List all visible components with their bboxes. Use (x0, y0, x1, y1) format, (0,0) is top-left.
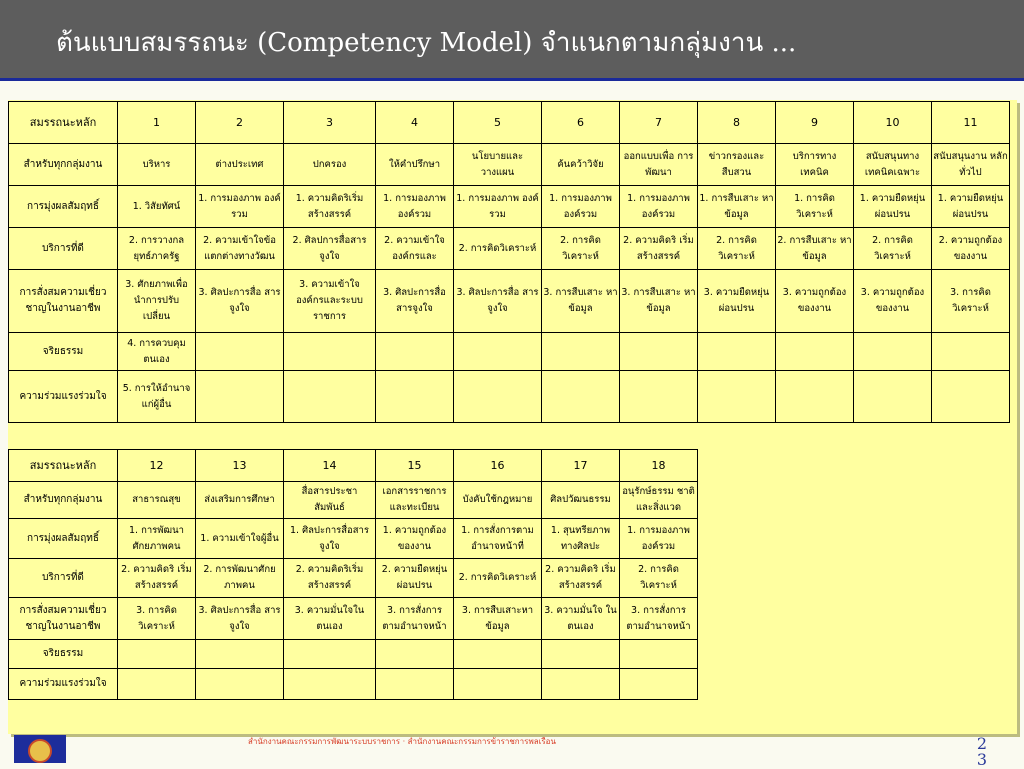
table-cell: 4. การควบคุม ตนเอง (118, 333, 196, 371)
table-row (9, 371, 1010, 423)
table-cell: 3. การสืบเสาะ หาข้อมูล (542, 270, 620, 333)
table-cell (620, 371, 698, 423)
column-header-group: 10 (854, 102, 932, 144)
table-cell: 3. การสืบเสาะหา ข้อมูล (454, 598, 542, 640)
row-header: การมุ่งผลสัมฤทธิ์ (9, 186, 118, 228)
table-cell (376, 640, 454, 669)
table-cell: 1. ความยืดหยุ่น ผ่อนปรน (932, 186, 1010, 228)
table-cell: 1. ความยืดหยุ่น ผ่อนปรน (854, 186, 932, 228)
column-header-group: 14 (284, 450, 376, 482)
table-cell: 3. ความยืดหยุ่น ผ่อนปรน (698, 270, 776, 333)
header-row (9, 450, 698, 482)
table-cell: 2. ความถูกต้อง ของงาน (932, 228, 1010, 270)
table-cell: ศิลปวัฒนธรรม (542, 482, 620, 519)
table-cell: 1. สุนทรียภาพ ทางศิลปะ (542, 519, 620, 559)
table-cell: 1. การสั่งการตาม อำนาจหน้าที่ (454, 519, 542, 559)
competency-table-1 (8, 101, 1010, 423)
table-cell (376, 669, 454, 700)
column-header-group: 17 (542, 450, 620, 482)
table-cell (196, 371, 284, 423)
table-row (9, 228, 1010, 270)
table-cell: สนับสนุนทาง เทคนิคเฉพาะ (854, 144, 932, 186)
table-cell: อนุรักษ์ธรรม ชาติและสิ่งแวด (620, 482, 698, 519)
table-row (9, 482, 698, 519)
column-header-core-competency: สมรรถนะหลัก (9, 102, 118, 144)
row-header: การสั่งสมความเชี่ยว ชาญในงานอาชีพ (9, 270, 118, 333)
table-row (9, 270, 1010, 333)
table-cell: 2. การวางกล ยุทธ์ภาครัฐ (118, 228, 196, 270)
table-cell: 1. การมองภาพ องค์รวม (620, 186, 698, 228)
table-cell: 2. การคิดวิเคราะห์ (454, 559, 542, 598)
table-cell: ส่งเสริมการศึกษา (196, 482, 284, 519)
table-cell: 3. ศักยภาพเพื่อ นำการปรับ เปลี่ยน (118, 270, 196, 333)
row-header: สำหรับทุกกลุ่มงาน (9, 482, 118, 519)
table-cell: ปกครอง (284, 144, 376, 186)
row-header: ความร่วมแรงร่วมใจ (9, 371, 118, 423)
table-cell: 1. การมองภาพ องค์รวม (376, 186, 454, 228)
table-cell: 3. ความมั่นใจ ในตนเอง (542, 598, 620, 640)
column-header-group: 16 (454, 450, 542, 482)
column-header-group: 6 (542, 102, 620, 144)
row-header: จริยธรรม (9, 640, 118, 669)
table-cell: 2. ความเข้าใจข้อ แตกต่างทางวัฒน (196, 228, 284, 270)
table-cell (776, 333, 854, 371)
table-cell: 3. การคิด วิเคราะห์ (118, 598, 196, 640)
table-cell (776, 371, 854, 423)
table-cell: 3. การสั่งการ ตามอำนาจหน้า (376, 598, 454, 640)
title-bar (0, 0, 1024, 81)
table-cell (454, 640, 542, 669)
table-cell (118, 640, 196, 669)
table-cell: 3. การสืบเสาะ หาข้อมูล (620, 270, 698, 333)
table-cell: ต่างประเทศ (196, 144, 284, 186)
table-cell (932, 371, 1010, 423)
table-cell (118, 669, 196, 700)
table-cell (620, 333, 698, 371)
table-cell: 1. การสืบเสาะ หาข้อมูล (698, 186, 776, 228)
table-cell (196, 640, 284, 669)
table-cell: 1. ความเข้าใจผู้อื่น (196, 519, 284, 559)
table-cell (542, 640, 620, 669)
table-cell (376, 371, 454, 423)
table-cell: 1. การมองภาพ องค์รวม (620, 519, 698, 559)
table-cell (196, 333, 284, 371)
table-cell: 3. ความถูกต้อง ของงาน (776, 270, 854, 333)
table-cell (620, 640, 698, 669)
column-header-group: 18 (620, 450, 698, 482)
table-cell: 2. ศิลปการสื่อสาร จูงใจ (284, 228, 376, 270)
table-cell (932, 333, 1010, 371)
table-cell (698, 371, 776, 423)
column-header-group: 1 (118, 102, 196, 144)
table-cell: 2. การคิด วิเคราะห์ (620, 559, 698, 598)
column-header-group: 13 (196, 450, 284, 482)
table-cell: สาธารณสุข (118, 482, 196, 519)
table-cell (698, 333, 776, 371)
table-cell (542, 333, 620, 371)
table-cell: ออกแบบเพื่อ การพัฒนา (620, 144, 698, 186)
table-cell (284, 371, 376, 423)
table-cell: ให้คำปรึกษา (376, 144, 454, 186)
table-cell: 2. ความคิดริ เริ่มสร้างสรรค์ (542, 559, 620, 598)
table-cell: 3. ศิลปะการสื่อ สารจูงใจ (376, 270, 454, 333)
column-header-group: 7 (620, 102, 698, 144)
table-cell: ข่าวกรองและ สืบสวน (698, 144, 776, 186)
column-header-group: 3 (284, 102, 376, 144)
seal-icon (28, 739, 52, 763)
table-cell: บริหาร (118, 144, 196, 186)
table-cell: 2. ความคิดริเริ่ม สร้างสรรค์ (284, 559, 376, 598)
table-cell: สื่อสารประชา สัมพันธ์ (284, 482, 376, 519)
table-cell (284, 669, 376, 700)
table-cell (454, 371, 542, 423)
page-number: 2 3 (976, 734, 988, 769)
table-cell: สนับสนุนงาน หลักทั่วไป (932, 144, 1010, 186)
table-row (9, 186, 1010, 228)
table-cell: 2. การคิด วิเคราะห์ (698, 228, 776, 270)
table-cell: 3. ความถูกต้อง ของงาน (854, 270, 932, 333)
column-header-group: 2 (196, 102, 284, 144)
column-header-group: 9 (776, 102, 854, 144)
row-header: สำหรับทุกกลุ่มงาน (9, 144, 118, 186)
table-cell: 2. การคิดวิเคราะห์ (454, 228, 542, 270)
table-cell: 2. การพัฒนาศักย ภาพคน (196, 559, 284, 598)
table-cell (284, 333, 376, 371)
table-cell: 2. การสืบเสาะ หาข้อมูล (776, 228, 854, 270)
table-cell: บังคับใช้กฎหมาย (454, 482, 542, 519)
row-header: ความร่วมแรงร่วมใจ (9, 669, 118, 700)
table-cell: 1. การพัฒนา ศักยภาพคน (118, 519, 196, 559)
table-cell (284, 640, 376, 669)
table-cell (454, 669, 542, 700)
table-cell: 2. ความยืดหยุ่น ผ่อนปรน (376, 559, 454, 598)
table-cell: 3. ศิลปะการสื่อ สารจูงใจ (196, 598, 284, 640)
table-cell (854, 371, 932, 423)
table-cell (454, 333, 542, 371)
table-cell: 3. การสั่งการ ตามอำนาจหน้า (620, 598, 698, 640)
table-cell: 2. ความคิดริ เริ่มสร้างสรรค์ (118, 559, 196, 598)
table-cell: 3. การคิด วิเคราะห์ (932, 270, 1010, 333)
table-row (9, 598, 698, 640)
table-row (9, 333, 1010, 371)
table-row (9, 559, 698, 598)
column-header-group: 11 (932, 102, 1010, 144)
table-cell: 1. การมองภาพ องค์รวม (196, 186, 284, 228)
column-header-group: 4 (376, 102, 454, 144)
table-cell (542, 669, 620, 700)
row-header: จริยธรรม (9, 333, 118, 371)
page-title: ต้นแบบสมรรถนะ (Competency Model) จำแนกตามกลุ่มงาน ... (56, 28, 797, 58)
table-cell: 5. การให้อำนาจ แก่ผู้อื่น (118, 371, 196, 423)
table-cell: 1. การมองภาพ องค์รวม (454, 186, 542, 228)
table-cell: 3. ความมั่นใจใน ตนเอง (284, 598, 376, 640)
table-row (9, 519, 698, 559)
column-header-group: 12 (118, 450, 196, 482)
table-cell: 1. ความถูกต้อง ของงาน (376, 519, 454, 559)
table-cell: บริการทาง เทคนิค (776, 144, 854, 186)
table-cell: 2. การคิด วิเคราะห์ (542, 228, 620, 270)
row-header: บริการที่ดี (9, 559, 118, 598)
table-cell: 2. การคิด วิเคราะห์ (854, 228, 932, 270)
table-row (9, 640, 698, 669)
table-cell (854, 333, 932, 371)
footer-text: สำนักงานคณะกรรมการพัฒนาระบบราชการ · สำนักงานคณะกรรมการข้าราชการพลเรือน (248, 737, 556, 746)
row-header: บริการที่ดี (9, 228, 118, 270)
table-cell: 1. การคิด วิเคราะห์ (776, 186, 854, 228)
row-header: การสั่งสมความเชี่ยว ชาญในงานอาชีพ (9, 598, 118, 640)
organization-logo (14, 735, 66, 763)
table-row (9, 669, 698, 700)
column-header-group: 8 (698, 102, 776, 144)
table-cell: 1. ความคิดริเริ่ม สร้างสรรค์ (284, 186, 376, 228)
table-cell (376, 333, 454, 371)
table-cell: 3. ศิลปะการสื่อ สารจูงใจ (196, 270, 284, 333)
column-header-core-competency: สมรรถนะหลัก (9, 450, 118, 482)
row-header: การมุ่งผลสัมฤทธิ์ (9, 519, 118, 559)
table-cell: 1. วิสัยทัศน์ (118, 186, 196, 228)
column-header-group: 15 (376, 450, 454, 482)
table-cell: 2. ความเข้าใจ องค์กรและ (376, 228, 454, 270)
table-cell: 1. ศิลปะการสื่อสาร จูงใจ (284, 519, 376, 559)
table-cell: นโยบายและ วางแผน (454, 144, 542, 186)
table-cell (542, 371, 620, 423)
competency-table-2 (8, 449, 698, 700)
table-cell (196, 669, 284, 700)
column-header-group: 5 (454, 102, 542, 144)
table-cell: เอกสารราชการ และทะเบียน (376, 482, 454, 519)
table-cell: 1. การมองภาพ องค์รวม (542, 186, 620, 228)
table-row (9, 144, 1010, 186)
table-cell (620, 669, 698, 700)
table-cell: 2. ความคิดริ เริ่มสร้างสรรค์ (620, 228, 698, 270)
header-row (9, 102, 1010, 144)
table-cell: 3. ศิลปะการสื่อ สารจูงใจ (454, 270, 542, 333)
table-cell: ค้นคว้าวิจัย (542, 144, 620, 186)
table-cell: 3. ความเข้าใจ องค์กรและระบบ ราชการ (284, 270, 376, 333)
